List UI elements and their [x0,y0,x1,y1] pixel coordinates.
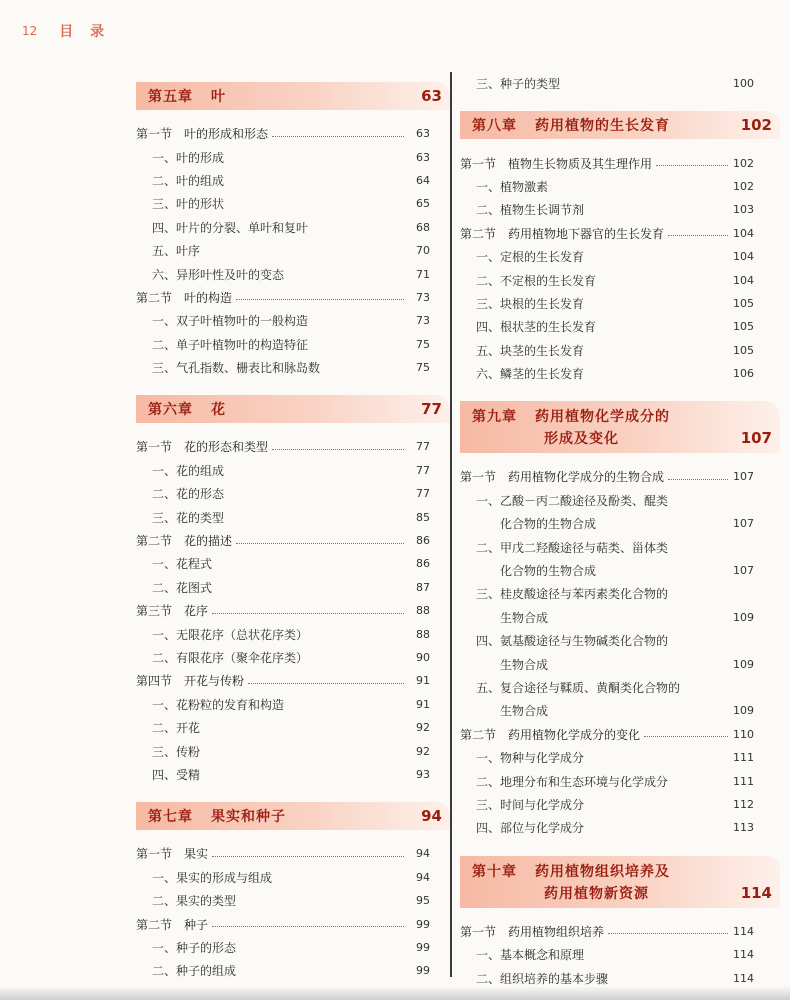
toc-item[interactable] [460,606,754,629]
page-title: 目 录 [59,24,111,40]
toc-item-label: 一、花的组成 [152,463,225,478]
toc-item-page: 109 [733,610,754,624]
toc-section[interactable] [136,599,430,622]
toc-section-label: 第三节 花序 [136,604,209,619]
dot-leader [212,855,404,857]
dot-leader [212,925,404,927]
toc-item-label: 二、果实的类型 [152,894,237,909]
toc-section[interactable] [460,222,754,245]
toc-item-label: 二、有限花序（聚伞花序类） [152,651,309,665]
toc-section-page: 73 [416,290,430,304]
toc-item[interactable] [136,309,430,332]
toc-item-label: 四、根状茎的生长发育 [476,320,597,335]
toc-item[interactable] [136,552,430,575]
toc-item-label: 三、传粉 [152,744,201,759]
toc-item-label: 一、双子叶植物叶的一般构造 [152,314,309,329]
dot-leader [236,298,404,300]
toc-section-page: 107 [733,470,754,484]
toc-item-page: 99 [416,940,430,954]
toc-section-label: 第一节 果实 [136,847,209,862]
toc-item-label: 一、物种与化学成分 [476,751,585,766]
toc-item-page: 109 [733,704,754,718]
dot-leader [248,682,404,684]
toc-section[interactable] [136,912,430,935]
toc-item[interactable] [460,535,754,558]
toc-item-label: 一、果实的形成与组成 [152,870,273,885]
toc-item-page: 87 [416,580,430,594]
toc-item-label: 一、无限花序（总状花序类） [152,627,309,642]
toc-item-label: 六、鳞茎的生长发育 [476,367,585,382]
toc-section-page: 104 [733,226,754,240]
toc-section-page: 110 [733,727,754,741]
toc-item-page: 111 [733,774,754,788]
chapter-heading-line [472,405,772,427]
dot-leader [668,478,728,480]
toc-item[interactable] [136,145,430,168]
toc-section[interactable] [136,122,430,145]
chapter-title: 药用植物化学成分的 [535,409,670,426]
toc-left-column [136,82,442,983]
toc-item-label: 四、受精 [152,767,201,782]
chapter-heading-line [472,882,772,904]
toc-section[interactable] [460,920,754,943]
toc-section-page: 102 [733,156,754,170]
toc-section-page: 114 [733,924,754,938]
toc-item-page: 71 [416,267,430,281]
toc-item-page: 111 [733,751,754,765]
toc-item-label: 三、块根的生长发育 [476,296,585,311]
toc-section-page: 91 [416,674,430,688]
toc-item[interactable] [460,559,754,582]
toc-item-label: 三、气孔指数、栅表比和脉岛数 [152,361,321,376]
toc-item-page: 109 [733,657,754,671]
toc-section[interactable] [136,529,430,552]
toc-item[interactable] [136,889,430,912]
chapter-label: 第六章 [148,402,193,419]
toc-section-label: 第二节 种子 [136,917,209,932]
toc-item[interactable] [460,198,754,221]
toc-item[interactable] [136,576,430,599]
toc-item[interactable] [460,699,754,722]
toc-section-label: 第二节 药用植物地下器官的生长发育 [460,226,665,241]
dot-leader [272,448,404,450]
toc-item-label: 化合物的生物合成 [500,564,597,579]
toc-item[interactable] [460,582,754,605]
toc-item[interactable] [460,292,754,315]
toc-item-page: 88 [416,627,430,641]
toc-item-page: 103 [733,203,754,217]
chapter-page: 107 [740,429,772,448]
toc-item[interactable] [460,512,754,535]
toc-item[interactable] [460,629,754,652]
toc-item[interactable] [460,793,754,816]
toc-item-page: 114 [733,948,754,962]
toc-section[interactable] [136,286,430,309]
toc-item-page: 77 [416,463,430,477]
toc-item[interactable] [460,489,754,512]
chapter-heading[interactable] [136,395,450,423]
chapter-heading[interactable] [136,82,450,110]
toc-item[interactable] [136,739,430,762]
toc-section-label: 第一节 药用植物组织培养 [460,924,605,939]
toc-section[interactable] [136,669,430,692]
toc-item-label: 六、异形叶性及叶的变态 [152,267,285,282]
chapter-label: 第五章 [148,89,193,105]
toc-item-page: 91 [416,697,430,711]
toc-item-label: 二、开花 [152,721,201,736]
chapter-label: 第八章 [472,118,517,135]
toc-item-page: 68 [416,220,430,234]
chapter-title-cont: 形成及变化 [544,431,619,448]
toc-item[interactable] [136,763,430,786]
toc-section-page: 86 [416,534,430,548]
toc-section-label: 第四节 开花与传粉 [136,674,245,689]
toc-item[interactable] [136,459,430,482]
toc-item-page: 65 [416,197,430,211]
chapter-title-cont: 药用植物新资源 [544,885,649,902]
toc-item[interactable] [136,192,430,215]
chapter-heading[interactable] [136,802,450,830]
dot-leader [236,542,404,544]
chapter-page: 94 [421,807,442,826]
toc-item-label: 一、花程式 [152,557,213,572]
toc-item-page: 86 [416,557,430,571]
toc-item-label: 五、块茎的生长发育 [476,343,585,358]
toc-item-label: 二、种子的组成 [152,964,237,979]
toc-item-label: 生物合成 [500,657,549,672]
toc-item[interactable] [460,72,754,95]
toc-item[interactable] [460,943,754,966]
toc-item-page: 100 [733,77,754,91]
toc-section[interactable] [460,723,754,746]
toc-item-label: 一、叶的形成 [152,150,225,165]
toc-item-page: 113 [733,821,754,835]
dot-leader [608,932,728,934]
toc-section-page: 99 [416,917,430,931]
toc-item[interactable] [136,716,430,739]
toc-item[interactable] [460,268,754,291]
toc-item-page: 75 [416,337,430,351]
toc-item-label: 三、种子的类型 [476,77,561,92]
toc-item-label: 三、叶的形状 [152,197,225,212]
toc-item[interactable] [136,866,430,889]
chapter-page: 114 [740,883,772,902]
toc-item[interactable] [136,216,430,239]
toc-item-label: 二、甲戊二羟酸途径与萜类、甾体类 [476,540,669,555]
toc-section-label: 第一节 叶的形成和形态 [136,127,269,142]
toc-item[interactable] [460,746,754,769]
toc-item-page: 106 [733,367,754,381]
toc-item-page: 94 [416,870,430,884]
chapter-heading-line [472,427,772,449]
page-number: 12 [22,24,38,38]
toc-item-page: 77 [416,487,430,501]
toc-section-page: 88 [416,604,430,618]
toc-item-page: 114 [733,971,754,985]
toc-item-label: 一、乙酸－丙二酸途径及酚类、醌类 [476,493,669,508]
chapter-heading-line [472,860,772,882]
chapter-title: 花 [211,402,226,419]
toc-item-label: 一、种子的形态 [152,940,237,955]
page-edge-shadow [0,986,790,1000]
toc-item-page: 102 [733,179,754,193]
toc-item[interactable] [136,262,430,285]
toc-item-page: 85 [416,510,430,524]
dot-leader [272,135,404,137]
toc-item[interactable] [460,769,754,792]
toc-item-page: 105 [733,320,754,334]
toc-item[interactable] [136,169,430,192]
toc-item-label: 二、植物生长调节剂 [476,203,585,218]
dot-leader [668,234,728,236]
toc-item-label: 二、单子叶植物叶的构造特征 [152,337,309,352]
toc-item-page: 107 [733,517,754,531]
toc-item[interactable] [136,482,430,505]
toc-item-label: 二、地理分布和生态环境与化学成分 [476,774,669,789]
toc-item-label: 一、植物激素 [476,179,549,194]
toc-item-label: 三、时间与化学成分 [476,797,585,812]
chapter-heading[interactable] [460,856,780,908]
toc-item[interactable] [460,676,754,699]
toc-item[interactable] [136,505,430,528]
toc-item[interactable] [136,622,430,645]
toc-section-page: 63 [416,127,430,141]
chapter-page: 102 [740,116,772,135]
toc-item[interactable] [136,936,430,959]
toc-section[interactable] [136,842,430,865]
toc-item-label: 一、定根的生长发育 [476,250,585,265]
toc-item-label: 化合物的生物合成 [500,517,597,532]
toc-item-page: 92 [416,744,430,758]
toc-item-label: 三、桂皮酸途径与苯丙素类化合物的 [476,587,669,602]
chapter-title: 药用植物的生长发育 [535,118,670,135]
toc-item-page: 73 [416,314,430,328]
toc-section-label: 第二节 花的描述 [136,534,233,549]
toc-item-page: 95 [416,894,430,908]
chapter-heading[interactable] [460,111,780,139]
dot-leader [644,735,728,737]
toc-item[interactable] [460,816,754,839]
toc-item[interactable] [460,339,754,362]
column-divider [450,72,452,977]
toc-item-page: 112 [733,797,754,811]
toc-item-label: 五、叶序 [152,244,201,259]
toc-section-label: 第二节 药用植物化学成分的变化 [460,727,641,742]
toc-item-page: 104 [733,273,754,287]
toc-item[interactable] [460,175,754,198]
toc-item-label: 二、花的形态 [152,487,225,502]
chapter-title: 叶 [211,89,226,105]
toc-item-label: 四、部位与化学成分 [476,821,585,836]
chapter-page: 77 [421,400,442,419]
toc-item[interactable] [136,239,430,262]
toc-item[interactable] [136,333,430,356]
toc-item-label: 一、花粉粒的发育和构造 [152,697,285,712]
chapter-label: 第七章 [148,809,193,826]
toc-section[interactable] [460,465,754,488]
chapter-title: 药用植物组织培养及 [535,863,670,880]
toc-item-label: 生物合成 [500,610,549,625]
toc-right-column [460,72,772,990]
toc-item-label: 三、花的类型 [152,510,225,525]
toc-section-label: 第二节 叶的构造 [136,290,233,305]
toc-item-page: 104 [733,250,754,264]
toc-item[interactable] [460,652,754,675]
toc-item-page: 90 [416,651,430,664]
toc-section[interactable] [460,151,754,174]
toc-item[interactable] [460,315,754,338]
chapter-label: 第十章 [472,863,517,880]
toc-item-label: 四、叶片的分裂、单叶和复叶 [152,220,309,235]
toc-section-label: 第一节 植物生长物质及其生理作用 [460,156,653,171]
toc-item-label: 五、复合途径与鞣质、黄酮类化合物的 [476,681,681,695]
toc-item-label: 四、氨基酸途径与生物碱类化合物的 [476,634,669,649]
toc-item-page: 105 [733,296,754,310]
toc-section-page: 94 [416,847,430,861]
toc-section[interactable] [136,435,430,458]
toc-item-label: 二、组织培养的基本步骤 [476,971,609,986]
page-header [22,20,110,42]
toc-item[interactable] [136,356,430,379]
toc-item-label: 二、叶的组成 [152,173,225,188]
toc-item-page: 105 [733,343,754,357]
toc-item-page: 70 [416,244,430,258]
toc-item-page: 63 [416,150,430,164]
toc-item[interactable] [136,959,430,982]
toc-item-page: 92 [416,721,430,735]
chapter-page: 63 [421,87,442,105]
toc-item-page: 75 [416,361,430,375]
toc-item-page: 93 [416,767,430,781]
toc-section-label: 第一节 花的形态和类型 [136,440,269,455]
toc-item-page: 107 [733,564,754,578]
toc-item-label: 二、不定根的生长发育 [476,273,597,288]
chapter-heading[interactable] [460,401,780,453]
toc-item-label: 一、基本概念和原理 [476,948,585,963]
toc-section-label: 第一节 药用植物化学成分的生物合成 [460,470,665,485]
chapter-label: 第九章 [472,409,517,426]
toc-item[interactable] [460,362,754,385]
toc-item-page: 64 [416,173,430,187]
toc-item[interactable] [460,245,754,268]
toc-item-page: 99 [416,964,430,978]
toc-item[interactable] [136,693,430,716]
toc-item[interactable] [136,646,430,669]
dot-leader [212,612,404,614]
toc-item-label: 二、花图式 [152,580,213,595]
toc-section-page: 77 [416,440,430,454]
chapter-title: 果实和种子 [211,809,286,826]
dot-leader [656,164,728,166]
toc-item-label: 生物合成 [500,704,549,719]
